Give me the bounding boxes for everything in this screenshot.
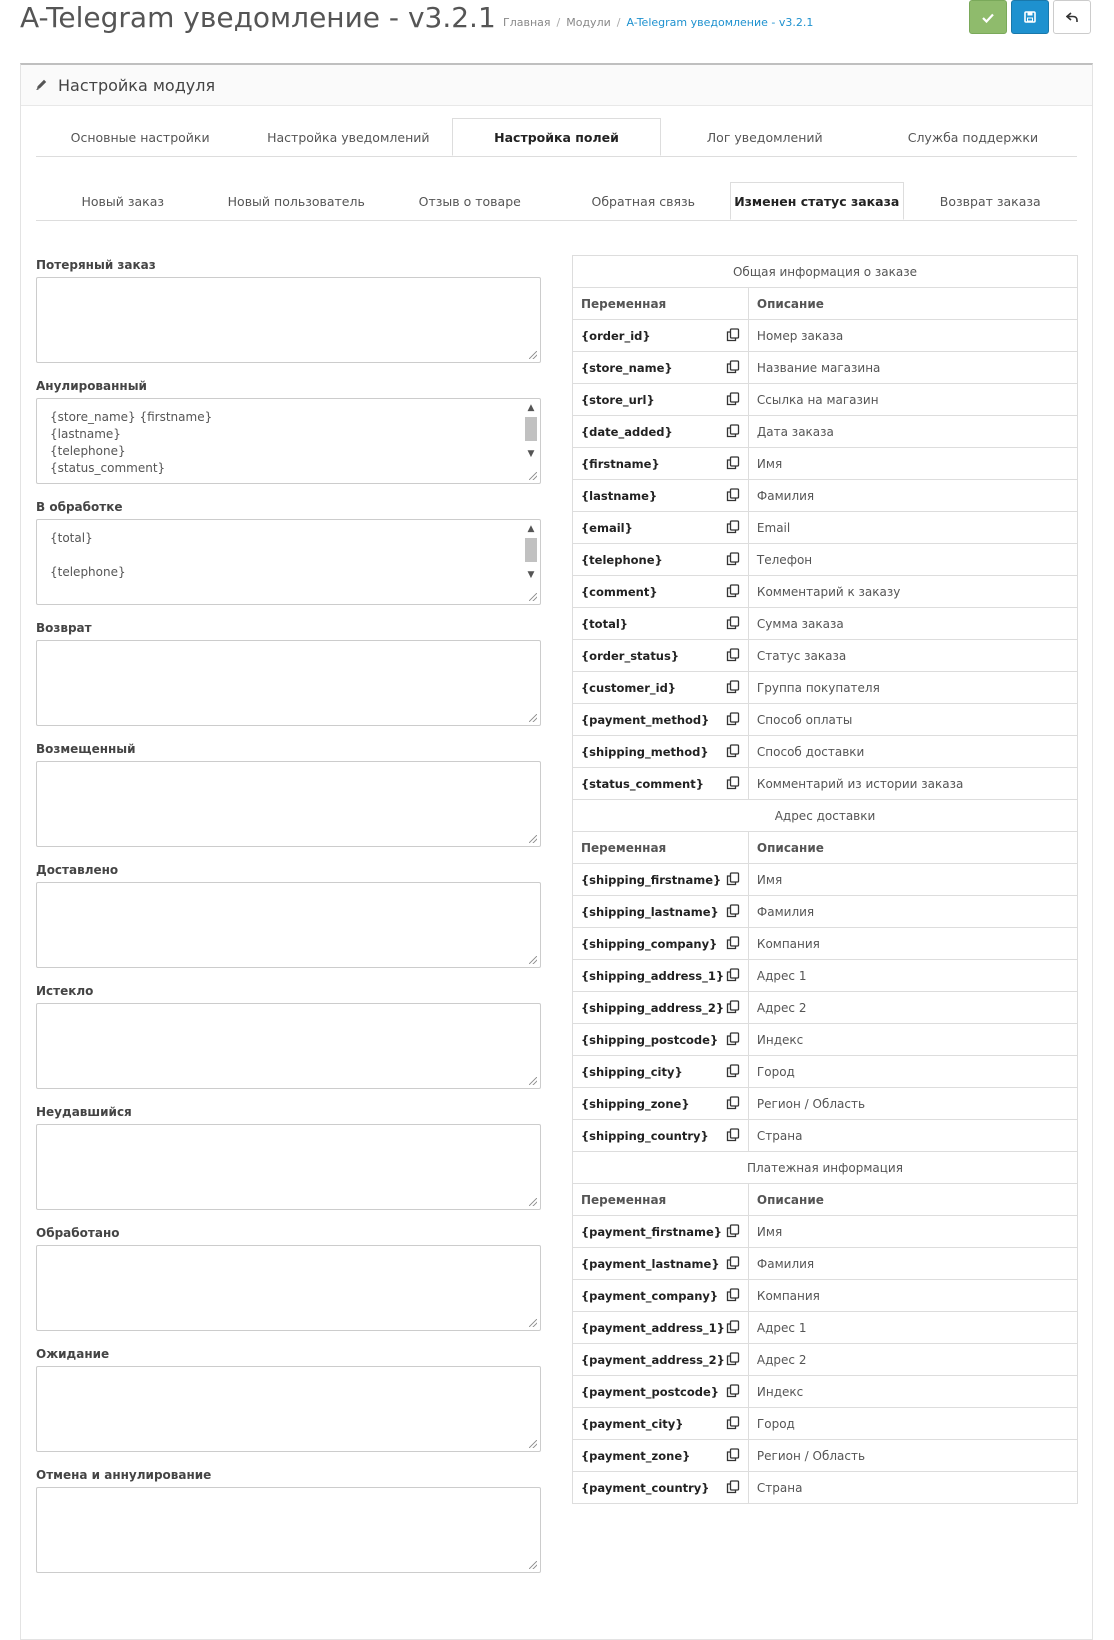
tab-field-settings[interactable]: Настройка полей	[452, 118, 660, 156]
status-fields-column	[36, 255, 541, 1586]
status-field-label: Анулированный	[36, 379, 147, 393]
textarea-scrollbar[interactable]	[524, 522, 538, 582]
panel-heading	[21, 65, 1092, 106]
status-message-textarea[interactable]	[36, 277, 541, 363]
variable-description: Телефон	[748, 544, 1077, 576]
section-header-row	[573, 1152, 1078, 1184]
variable-cell	[573, 448, 749, 480]
variable-row	[573, 896, 1078, 928]
variable-description: Сумма заказа	[748, 608, 1077, 640]
back-button[interactable]	[1053, 0, 1091, 34]
scroll-thumb[interactable]	[525, 538, 537, 562]
variable-description: Фамилия	[748, 1248, 1077, 1280]
status-field-label: Потеряный заказ	[36, 258, 156, 272]
column-header-description: Описание	[748, 1184, 1077, 1216]
variable-row	[573, 1408, 1078, 1440]
status-field	[36, 618, 541, 726]
variable-description: Имя	[748, 448, 1077, 480]
variable-name: {payment_firstname}	[581, 1224, 722, 1239]
tab-basic-settings[interactable]: Основные настройки	[70, 130, 210, 145]
variable-description: Способ оплаты	[748, 704, 1077, 736]
variable-cell	[573, 1344, 749, 1376]
copy-icon[interactable]	[726, 1416, 740, 1433]
column-header-description: Описание	[748, 288, 1077, 320]
variable-description: Номер заказа	[748, 320, 1077, 352]
copy-icon[interactable]	[726, 360, 740, 377]
variable-row	[573, 1312, 1078, 1344]
subtab-product-review[interactable]: Отзыв о товаре	[418, 194, 521, 209]
copy-icon[interactable]	[726, 936, 740, 953]
tab-notification-log[interactable]: Лог уведомлений	[706, 130, 823, 145]
copy-icon[interactable]	[726, 552, 740, 569]
variable-row	[573, 480, 1078, 512]
variable-cell	[573, 992, 749, 1024]
variable-name: {payment_city}	[581, 1416, 684, 1431]
variable-cell	[573, 416, 749, 448]
status-message-textarea[interactable]	[36, 1487, 541, 1573]
variable-row	[573, 1088, 1078, 1120]
reply-arrow-icon	[1066, 8, 1078, 27]
variable-name: {shipping_zone}	[581, 1096, 690, 1111]
variable-row	[573, 1120, 1078, 1152]
variable-name: {customer_id}	[581, 680, 676, 695]
tab-notification-settings[interactable]: Настройка уведомлений	[267, 130, 430, 145]
status-field-label: Обработано	[36, 1226, 120, 1240]
resize-grip-icon[interactable]	[529, 956, 537, 964]
variable-cell	[573, 352, 749, 384]
variable-row	[573, 448, 1078, 480]
resize-grip-icon[interactable]	[529, 593, 537, 601]
variable-description: Адрес 1	[748, 960, 1077, 992]
variable-row	[573, 1280, 1078, 1312]
variable-cell	[573, 1472, 749, 1504]
variable-cell	[573, 928, 749, 960]
copy-icon[interactable]	[726, 520, 740, 537]
column-header-row	[573, 832, 1078, 864]
variable-row	[573, 928, 1078, 960]
copy-icon[interactable]	[726, 1256, 740, 1273]
variable-cell	[573, 704, 749, 736]
variable-row	[573, 672, 1078, 704]
copy-icon[interactable]	[726, 392, 740, 409]
variable-row	[573, 1344, 1078, 1376]
variable-row	[573, 704, 1078, 736]
variable-row	[573, 576, 1078, 608]
variable-row	[573, 512, 1078, 544]
copy-icon[interactable]	[726, 744, 740, 761]
subtab-feedback[interactable]: Обратная связь	[591, 194, 696, 209]
variable-row	[573, 544, 1078, 576]
copy-icon[interactable]	[726, 328, 740, 345]
scroll-down-arrow-icon[interactable]: ▼	[527, 449, 535, 459]
variable-cell	[573, 384, 749, 416]
status-message-textarea[interactable]	[36, 1245, 541, 1331]
variable-name: {order_id}	[581, 328, 651, 343]
status-field-label: Возмещенный	[36, 742, 136, 756]
textarea-value: {total} {telephone}	[50, 531, 126, 579]
variable-name: {shipping_postcode}	[581, 1032, 719, 1047]
variable-name: {store_url}	[581, 392, 655, 407]
copy-icon[interactable]	[726, 1064, 740, 1081]
status-message-textarea[interactable]	[36, 1124, 541, 1210]
status-field-label: Отмена и аннулирование	[36, 1468, 212, 1482]
variable-description: Название магазина	[748, 352, 1077, 384]
variable-row	[573, 1216, 1078, 1248]
resize-grip-icon[interactable]	[529, 351, 537, 359]
variable-name: {comment}	[581, 584, 658, 599]
copy-icon[interactable]	[726, 1480, 740, 1497]
scroll-down-arrow-icon[interactable]: ▼	[527, 570, 535, 580]
variable-name: {store_name}	[581, 360, 673, 375]
variable-cell	[573, 736, 749, 768]
status-field-label: Ожидание	[36, 1347, 110, 1361]
status-field	[36, 255, 541, 363]
variable-name: {payment_postcode}	[581, 1384, 719, 1399]
variable-description: Имя	[748, 1216, 1077, 1248]
variable-cell	[573, 1248, 749, 1280]
resize-grip-icon[interactable]	[529, 472, 537, 480]
status-field	[36, 497, 541, 605]
copy-icon[interactable]	[726, 904, 740, 921]
variable-cell	[573, 1440, 749, 1472]
subtab-new-user[interactable]: Новый пользователь	[227, 194, 365, 209]
variable-name: {email}	[581, 520, 633, 535]
variable-name: {total}	[581, 616, 628, 631]
variable-cell	[573, 640, 749, 672]
scroll-up-arrow-icon[interactable]: ▲	[527, 524, 535, 534]
variable-description: Регион / Область	[748, 1440, 1077, 1472]
variable-description: Адрес 2	[748, 1344, 1077, 1376]
copy-icon[interactable]	[726, 1320, 740, 1337]
variable-row	[573, 608, 1078, 640]
variable-row	[573, 1056, 1078, 1088]
textarea-value: {store_name} {firstname} {lastname} {telephone} {status_comment}	[50, 410, 213, 475]
breadcrumb-separator: /	[556, 16, 561, 29]
variable-name: {payment_method}	[581, 712, 710, 727]
variable-description: Комментарий из истории заказа	[748, 768, 1077, 800]
variable-name: {payment_lastname}	[581, 1256, 720, 1271]
breadcrumb-home[interactable]: Главная	[503, 16, 551, 29]
scroll-thumb[interactable]	[525, 417, 537, 441]
apply-button[interactable]	[1011, 0, 1049, 34]
variable-row	[573, 1248, 1078, 1280]
variable-cell	[573, 896, 749, 928]
copy-icon[interactable]	[726, 1096, 740, 1113]
variable-description: Город	[748, 1056, 1077, 1088]
variable-name: {shipping_country}	[581, 1128, 709, 1143]
copy-icon[interactable]	[726, 488, 740, 505]
resize-grip-icon[interactable]	[529, 1561, 537, 1569]
variables-table	[572, 255, 1078, 1504]
module-settings-panel	[20, 63, 1093, 1640]
column-header-row	[573, 1184, 1078, 1216]
variable-cell	[573, 1312, 749, 1344]
status-message-textarea[interactable]	[36, 1366, 541, 1452]
copy-icon[interactable]	[726, 1352, 740, 1369]
variable-cell	[573, 1120, 749, 1152]
variable-row	[573, 1024, 1078, 1056]
section-header-row	[573, 800, 1078, 832]
variable-description: Город	[748, 1408, 1077, 1440]
resize-grip-icon[interactable]	[529, 714, 537, 722]
copy-icon[interactable]	[726, 1000, 740, 1017]
resize-grip-icon[interactable]	[529, 835, 537, 843]
variable-row	[573, 864, 1078, 896]
variable-cell	[573, 960, 749, 992]
variable-description: Компания	[748, 928, 1077, 960]
status-field	[36, 739, 541, 847]
copy-icon[interactable]	[726, 1128, 740, 1145]
variable-description: Фамилия	[748, 896, 1077, 928]
toolbar	[969, 0, 1091, 34]
variable-row	[573, 960, 1078, 992]
column-header-description: Описание	[748, 832, 1077, 864]
breadcrumb	[503, 16, 813, 29]
variable-name: {date_added}	[581, 424, 673, 439]
variable-description: Имя	[748, 864, 1077, 896]
variable-name: {shipping_firstname}	[581, 872, 722, 887]
copy-icon[interactable]	[726, 584, 740, 601]
resize-grip-icon[interactable]	[529, 1198, 537, 1206]
check-icon	[982, 8, 994, 27]
textarea-scrollbar[interactable]	[524, 401, 538, 461]
variable-cell	[573, 1280, 749, 1312]
copy-icon[interactable]	[726, 776, 740, 793]
tab-support[interactable]: Служба поддержки	[907, 130, 1039, 145]
column-header-variable: Переменная	[573, 1184, 749, 1216]
save-button[interactable]	[969, 0, 1007, 34]
status-message-textarea[interactable]	[36, 519, 541, 605]
variable-row	[573, 1440, 1078, 1472]
section-title: Платежная информация	[573, 1152, 1078, 1184]
variable-name: {payment_address_1}	[581, 1320, 725, 1335]
variable-description: Адрес 2	[748, 992, 1077, 1024]
column-header-variable: Переменная	[573, 832, 749, 864]
page-title: A-Telegram уведомление - v3.2.1	[20, 1, 496, 34]
copy-icon[interactable]	[726, 1384, 740, 1401]
status-message-textarea[interactable]	[36, 398, 541, 484]
status-field	[36, 1344, 541, 1452]
variable-description: Фамилия	[748, 480, 1077, 512]
status-field-label: Доставлено	[36, 863, 119, 877]
variable-name: {shipping_address_2}	[581, 1000, 725, 1015]
variable-description: Компания	[748, 1280, 1077, 1312]
variable-row	[573, 992, 1078, 1024]
copy-icon[interactable]	[726, 712, 740, 729]
variable-description: Способ доставки	[748, 736, 1077, 768]
variable-name: {shipping_company}	[581, 936, 718, 951]
status-message-textarea[interactable]	[36, 761, 541, 847]
variable-row	[573, 736, 1078, 768]
variable-cell	[573, 864, 749, 896]
variable-cell	[573, 480, 749, 512]
copy-icon[interactable]	[726, 968, 740, 985]
copy-icon[interactable]	[726, 1448, 740, 1465]
variable-name: {shipping_lastname}	[581, 904, 719, 919]
variable-cell	[573, 672, 749, 704]
variable-name: {payment_company}	[581, 1288, 719, 1303]
variable-cell	[573, 1088, 749, 1120]
variable-cell	[573, 512, 749, 544]
variable-row	[573, 320, 1078, 352]
column-header-row	[573, 288, 1078, 320]
variable-row	[573, 384, 1078, 416]
variable-row	[573, 352, 1078, 384]
variable-cell	[573, 544, 749, 576]
variable-row	[573, 640, 1078, 672]
variable-cell	[573, 320, 749, 352]
sub-tabs	[36, 182, 1077, 221]
variable-name: {shipping_address_1}	[581, 968, 725, 983]
section-header-row	[573, 256, 1078, 288]
panel-title: Настройка модуля	[58, 75, 216, 95]
variable-description: Страна	[748, 1472, 1077, 1504]
variable-cell	[573, 1376, 749, 1408]
subtab-order-return[interactable]: Возврат заказа	[939, 194, 1041, 209]
variable-description: Ссылка на магазин	[748, 384, 1077, 416]
breadcrumb-separator: /	[616, 16, 621, 29]
status-field	[36, 1102, 541, 1210]
variable-row	[573, 416, 1078, 448]
variable-row	[573, 1472, 1078, 1504]
variable-cell	[573, 1216, 749, 1248]
column-header-variable: Переменная	[573, 288, 749, 320]
status-field	[36, 981, 541, 1089]
copy-icon[interactable]	[726, 680, 740, 697]
status-field-label: Возврат	[36, 621, 92, 635]
copy-icon[interactable]	[726, 872, 740, 889]
status-field	[36, 1465, 541, 1573]
variable-description: Индекс	[748, 1024, 1077, 1056]
variable-description: Дата заказа	[748, 416, 1077, 448]
variable-description: Адрес 1	[748, 1312, 1077, 1344]
resize-grip-icon[interactable]	[529, 1440, 537, 1448]
variable-cell	[573, 576, 749, 608]
copy-icon[interactable]	[726, 424, 740, 441]
status-field-label: Неудавшийся	[36, 1105, 132, 1119]
variable-cell	[573, 1408, 749, 1440]
scroll-up-arrow-icon[interactable]: ▲	[527, 403, 535, 413]
status-field-label: В обработке	[36, 500, 123, 514]
variable-cell	[573, 608, 749, 640]
variable-name: {status_comment}	[581, 776, 704, 791]
copy-icon[interactable]	[726, 456, 740, 473]
variable-description: Комментарий к заказу	[748, 576, 1077, 608]
variable-description: Статус заказа	[748, 640, 1077, 672]
copy-icon[interactable]	[726, 616, 740, 633]
section-title: Общая информация о заказе	[573, 256, 1078, 288]
variable-name: {payment_address_2}	[581, 1352, 725, 1367]
copy-icon[interactable]	[726, 1224, 740, 1241]
variable-cell	[573, 1056, 749, 1088]
status-message-textarea[interactable]	[36, 1003, 541, 1089]
variable-description: Регион / Область	[748, 1088, 1077, 1120]
status-field-label: Истекло	[36, 984, 94, 998]
variable-description: Email	[748, 512, 1077, 544]
subtab-order-status-changed[interactable]: Изменен статус заказа	[730, 182, 904, 220]
resize-grip-icon[interactable]	[529, 1319, 537, 1327]
variable-description: Страна	[748, 1120, 1077, 1152]
main-tabs	[36, 118, 1077, 157]
copy-icon[interactable]	[726, 648, 740, 665]
breadcrumb-current[interactable]: A-Telegram уведомление - v3.2.1	[626, 16, 814, 29]
variable-description: Индекс	[748, 1376, 1077, 1408]
variable-row	[573, 768, 1078, 800]
variable-name: {payment_country}	[581, 1480, 710, 1495]
resize-grip-icon[interactable]	[529, 1077, 537, 1085]
variable-name: {shipping_city}	[581, 1064, 683, 1079]
variable-description: Группа покупателя	[748, 672, 1077, 704]
variable-name: {telephone}	[581, 552, 663, 567]
copy-icon[interactable]	[726, 1032, 740, 1049]
variable-row	[573, 1376, 1078, 1408]
variable-name: {payment_zone}	[581, 1448, 691, 1463]
breadcrumb-modules[interactable]: Модули	[566, 16, 611, 29]
variable-cell	[573, 768, 749, 800]
status-message-textarea[interactable]	[36, 882, 541, 968]
variable-name: {order_status}	[581, 648, 680, 663]
floppy-disk-icon	[1024, 8, 1036, 27]
subtab-new-order[interactable]: Новый заказ	[81, 194, 165, 209]
section-title: Адрес доставки	[573, 800, 1078, 832]
pencil-icon	[35, 76, 48, 95]
variable-name: {firstname}	[581, 456, 660, 471]
variable-name: {lastname}	[581, 488, 658, 503]
variable-cell	[573, 1024, 749, 1056]
copy-icon[interactable]	[726, 1288, 740, 1305]
variable-name: {shipping_method}	[581, 744, 709, 759]
status-message-textarea[interactable]	[36, 640, 541, 726]
status-field	[36, 376, 541, 484]
status-field	[36, 1223, 541, 1331]
status-field	[36, 860, 541, 968]
